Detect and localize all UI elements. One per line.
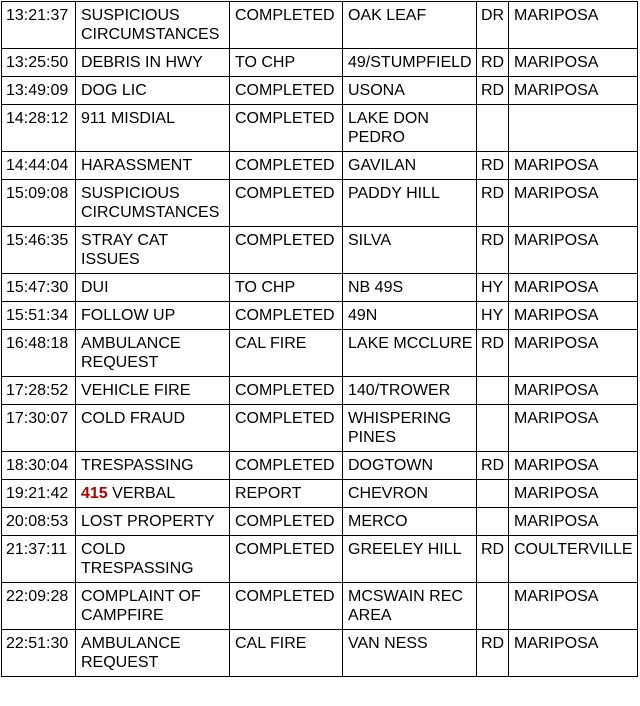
location-cell: LAKE MCCLURE xyxy=(343,330,477,377)
city-cell: MARIPOSA xyxy=(509,480,638,508)
call-type-cell: STRAY CAT ISSUES xyxy=(76,227,230,274)
location-cell: DOGTOWN xyxy=(343,452,477,480)
location-cell: OAK LEAF xyxy=(343,2,477,49)
call-type-cell: SUSPICIOUS CIRCUMSTANCES xyxy=(76,2,230,49)
time-cell: 13:49:09 xyxy=(2,77,76,105)
street-suffix-cell: RD xyxy=(477,49,509,77)
street-suffix-cell: RD xyxy=(477,77,509,105)
disposition-cell: REPORT xyxy=(230,480,343,508)
time-cell: 15:46:35 xyxy=(2,227,76,274)
disposition-cell: TO CHP xyxy=(230,49,343,77)
call-type-cell: AMBULANCE REQUEST xyxy=(76,630,230,677)
time-cell: 20:08:53 xyxy=(2,508,76,536)
call-type-cell: FOLLOW UP xyxy=(76,302,230,330)
disposition-cell: COMPLETED xyxy=(230,405,343,452)
location-cell: 49/STUMPFIELD xyxy=(343,49,477,77)
city-cell: MARIPOSA xyxy=(509,452,638,480)
table-row xyxy=(2,180,638,227)
call-type-text: VERBAL xyxy=(112,485,176,502)
call-type-cell: COMPLAINT OF CAMPFIRE xyxy=(76,583,230,630)
street-suffix-cell: RD xyxy=(477,452,509,480)
time-cell: 22:51:30 xyxy=(2,630,76,677)
call-type-cell: VEHICLE FIRE xyxy=(76,377,230,405)
table-row xyxy=(2,302,638,330)
street-suffix-cell: HY xyxy=(477,274,509,302)
table-row xyxy=(2,583,638,630)
disposition-cell: COMPLETED xyxy=(230,152,343,180)
disposition-cell: COMPLETED xyxy=(230,180,343,227)
time-cell: 15:09:08 xyxy=(2,180,76,227)
table-row xyxy=(2,330,638,377)
street-suffix-cell xyxy=(477,583,509,630)
time-cell: 17:28:52 xyxy=(2,377,76,405)
street-suffix-cell xyxy=(477,508,509,536)
table-row xyxy=(2,49,638,77)
call-type-cell: SUSPICIOUS CIRCUMSTANCES xyxy=(76,180,230,227)
location-cell: GREELEY HILL xyxy=(343,536,477,583)
city-cell: MARIPOSA xyxy=(509,508,638,536)
street-suffix-cell: RD xyxy=(477,152,509,180)
call-log-body xyxy=(2,2,638,677)
city-cell: MARIPOSA xyxy=(509,77,638,105)
table-row xyxy=(2,405,638,452)
disposition-cell: COMPLETED xyxy=(230,227,343,274)
location-cell: 140/TROWER xyxy=(343,377,477,405)
time-cell: 13:25:50 xyxy=(2,49,76,77)
table-row xyxy=(2,105,638,152)
city-cell: MARIPOSA xyxy=(509,583,638,630)
time-cell: 14:28:12 xyxy=(2,105,76,152)
city-cell: MARIPOSA xyxy=(509,152,638,180)
location-cell: USONA xyxy=(343,77,477,105)
call-type-cell: TRESPASSING xyxy=(76,452,230,480)
disposition-cell: COMPLETED xyxy=(230,536,343,583)
table-row xyxy=(2,508,638,536)
location-cell: CHEVRON xyxy=(343,480,477,508)
call-log-table xyxy=(1,1,638,677)
call-type-cell: LOST PROPERTY xyxy=(76,508,230,536)
time-cell: 21:37:11 xyxy=(2,536,76,583)
time-cell: 13:21:37 xyxy=(2,2,76,49)
location-cell: WHISPERING PINES xyxy=(343,405,477,452)
call-type-cell: COLD TRESPASSING xyxy=(76,536,230,583)
city-cell: MARIPOSA xyxy=(509,227,638,274)
table-row xyxy=(2,152,638,180)
disposition-cell: TO CHP xyxy=(230,274,343,302)
table-row xyxy=(2,480,638,508)
disposition-cell: COMPLETED xyxy=(230,302,343,330)
call-type-cell: COLD FRAUD xyxy=(76,405,230,452)
location-cell: NB 49S xyxy=(343,274,477,302)
location-cell: SILVA xyxy=(343,227,477,274)
street-suffix-cell: RD xyxy=(477,227,509,274)
location-cell: PADDY HILL xyxy=(343,180,477,227)
city-cell: MARIPOSA xyxy=(509,274,638,302)
call-type-cell xyxy=(76,480,230,508)
disposition-cell: COMPLETED xyxy=(230,77,343,105)
time-cell: 17:30:07 xyxy=(2,405,76,452)
call-code: 415 xyxy=(81,485,108,502)
street-suffix-cell xyxy=(477,377,509,405)
table-row xyxy=(2,452,638,480)
street-suffix-cell: HY xyxy=(477,302,509,330)
disposition-cell: COMPLETED xyxy=(230,583,343,630)
disposition-cell: COMPLETED xyxy=(230,2,343,49)
city-cell: MARIPOSA xyxy=(509,377,638,405)
street-suffix-cell xyxy=(477,405,509,452)
street-suffix-cell xyxy=(477,105,509,152)
disposition-cell: CAL FIRE xyxy=(230,630,343,677)
call-type-cell: 911 MISDIAL xyxy=(76,105,230,152)
table-row xyxy=(2,377,638,405)
disposition-cell: CAL FIRE xyxy=(230,330,343,377)
call-type-cell: HARASSMENT xyxy=(76,152,230,180)
table-row xyxy=(2,2,638,49)
disposition-cell: COMPLETED xyxy=(230,452,343,480)
time-cell: 14:44:04 xyxy=(2,152,76,180)
city-cell xyxy=(509,105,638,152)
city-cell: MARIPOSA xyxy=(509,302,638,330)
disposition-cell: COMPLETED xyxy=(230,377,343,405)
city-cell: MARIPOSA xyxy=(509,630,638,677)
street-suffix-cell: RD xyxy=(477,330,509,377)
call-type-cell: DOG LIC xyxy=(76,77,230,105)
time-cell: 22:09:28 xyxy=(2,583,76,630)
time-cell: 15:51:34 xyxy=(2,302,76,330)
time-cell: 16:48:18 xyxy=(2,330,76,377)
time-cell: 19:21:42 xyxy=(2,480,76,508)
table-row xyxy=(2,227,638,274)
call-type-cell: AMBULANCE REQUEST xyxy=(76,330,230,377)
city-cell: COULTERVILLE xyxy=(509,536,638,583)
street-suffix-cell: RD xyxy=(477,630,509,677)
disposition-cell: COMPLETED xyxy=(230,508,343,536)
street-suffix-cell: RD xyxy=(477,180,509,227)
street-suffix-cell: DR xyxy=(477,2,509,49)
disposition-cell: COMPLETED xyxy=(230,105,343,152)
table-row xyxy=(2,274,638,302)
city-cell: MARIPOSA xyxy=(509,405,638,452)
location-cell: LAKE DON PEDRO xyxy=(343,105,477,152)
location-cell: GAVILAN xyxy=(343,152,477,180)
city-cell: MARIPOSA xyxy=(509,180,638,227)
city-cell: MARIPOSA xyxy=(509,330,638,377)
table-row xyxy=(2,77,638,105)
street-suffix-cell: RD xyxy=(477,536,509,583)
time-cell: 15:47:30 xyxy=(2,274,76,302)
city-cell: MARIPOSA xyxy=(509,49,638,77)
time-cell: 18:30:04 xyxy=(2,452,76,480)
city-cell: MARIPOSA xyxy=(509,2,638,49)
street-suffix-cell xyxy=(477,480,509,508)
table-row xyxy=(2,536,638,583)
location-cell: VAN NESS xyxy=(343,630,477,677)
call-type-cell: DEBRIS IN HWY xyxy=(76,49,230,77)
table-row xyxy=(2,630,638,677)
call-type-cell: DUI xyxy=(76,274,230,302)
location-cell: MERCO xyxy=(343,508,477,536)
location-cell: MCSWAIN REC AREA xyxy=(343,583,477,630)
location-cell: 49N xyxy=(343,302,477,330)
